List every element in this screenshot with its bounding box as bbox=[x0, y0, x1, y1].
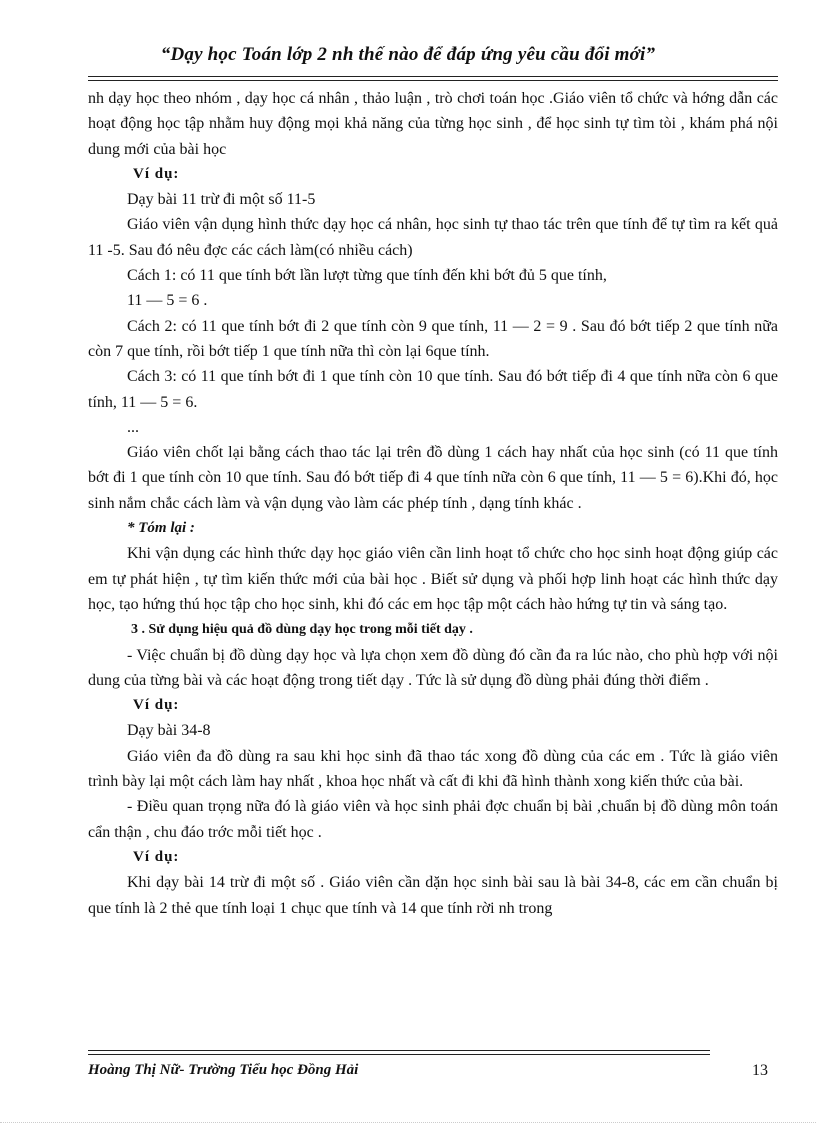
paragraph: Giáo viên chốt lại bằng cách thao tác lại trên đồ dùng 1 cách hay nhất của học sinh (có 11 que tính bớt đi 1 que tính còn 10 que tính. Sau đó bớt tiếp đi 4 que tính nữa còn 6 que tính, 11 — 5 = 6).Khi đó, học sinh nắm chắc cách làm và vận dụng vào làm các phép tính , dạng tính khác . bbox=[88, 444, 778, 512]
example-label: Ví dụ: bbox=[133, 848, 180, 865]
paragraph: Giáo viên đa đồ dùng ra sau khi học sinh đã thao tác xong đồ dùng của các em . Tức là giáo viên trình bày lại một cách làm hay nhất , khoa học nhất và cất đi khi đã hình thành xong kiến thức của bài. bbox=[88, 747, 778, 791]
document-title: “Dạy học Toán lớp 2 nh thế nào để đáp ứng yêu cầu đổi mới” bbox=[160, 44, 656, 65]
example-label: Ví dụ: bbox=[133, 165, 180, 182]
lesson-title: Dạy bài 34-8 bbox=[127, 722, 211, 740]
footer-author: Hoàng Thị Nữ- Trường Tiểu học Đồng Hải bbox=[88, 1062, 359, 1078]
summary-label: * Tóm lại : bbox=[127, 520, 195, 537]
section-heading: 3 . Sử dụng hiệu quả đồ dùng dạy học trong mỗi tiết dạy . bbox=[131, 622, 473, 638]
header-rule-bottom bbox=[88, 80, 778, 81]
paragraph: - Việc chuẩn bị đồ dùng dạy học và lựa chọn xem đồ dùng đó cần đa ra lúc nào, cho phù hợp với nội dung của từng bài và các hoạt động trong tiết dạy . Tức là sử dụng đồ dùng phải đúng thời điểm . bbox=[88, 646, 778, 689]
paragraph-intro: nh dạy học theo nhóm , dạy học cá nhân , thảo luận , trò chơi toán học .Giáo viên tổ chức và hớng dẫn các hoạt động học tập nhằm huy động mọi khả năng của từng học sinh , để học sinh tự tìm tòi , khám phá nội dung mới của bài học bbox=[88, 90, 778, 158]
footer-rule-bottom bbox=[88, 1054, 710, 1055]
ellipsis: ... bbox=[127, 418, 139, 436]
paragraph: Giáo viên vận dụng hình thức dạy học cá nhân, học sinh tự thao tác trên que tính để tự tìm ra kết quả 11 -5. Sau đó nêu đợc các cách làm(có nhiều cách) bbox=[88, 216, 778, 259]
method-3: Cách 3: có 11 que tính bớt đi 1 que tính còn 10 que tính. Sau đó bớt tiếp đi 4 que tính nữa còn 6 que tính, 11 — 5 = 6. bbox=[88, 368, 778, 411]
paragraph: - Điều quan trọng nữa đó là giáo viên và học sinh phải đợc chuẩn bị bài ,chuẩn bị đồ dùng môn toán cẩn thận , chu đáo trớc mỗi tiết học . bbox=[88, 798, 778, 841]
header-rule-top bbox=[88, 76, 778, 77]
paragraph: Khi vận dụng các hình thức dạy học giáo viên cần linh hoạt tổ chức cho học sinh hoạt động giúp các em tự phát hiện , tự tìm kiến thức mới của bài học . Biết sử dụng và phối hợp linh hoạt các hình thức dạy học, tạo hứng thú học tập cho học sinh, khi đó các em học tập một cách hào hứng tự tin và sáng tạo. bbox=[88, 545, 778, 613]
page-number: 13 bbox=[752, 1062, 768, 1079]
lesson-title: Dạy bài 11 trừ đi một số 11-5 bbox=[127, 191, 316, 209]
method-1: Cách 1: có 11 que tính bớt lần lượt từng que tính đến khi bớt đủ 5 que tính, bbox=[127, 267, 607, 285]
footer-rule-top bbox=[88, 1050, 710, 1051]
method-2: Cách 2: có 11 que tính bớt đi 2 que tính còn 9 que tính, 11 — 2 = 9 . Sau đó bớt tiếp 2 que tính nữa còn 7 que tính, rồi bớt tiếp 1 que tính nữa thì còn lại 6que tính. bbox=[88, 317, 778, 360]
paragraph: Khi dạy bài 14 trừ đi một số . Giáo viên cần dặn học sinh bài sau là bài 34-8, các em cần chuẩn bị que tính là 2 thẻ que tính loại 1 chục que tính và 14 que tính rời nh trong bbox=[88, 874, 778, 917]
document-body bbox=[88, 86, 778, 921]
example-label: Ví dụ: bbox=[133, 697, 180, 714]
equation: 11 — 5 = 6 . bbox=[127, 292, 208, 310]
